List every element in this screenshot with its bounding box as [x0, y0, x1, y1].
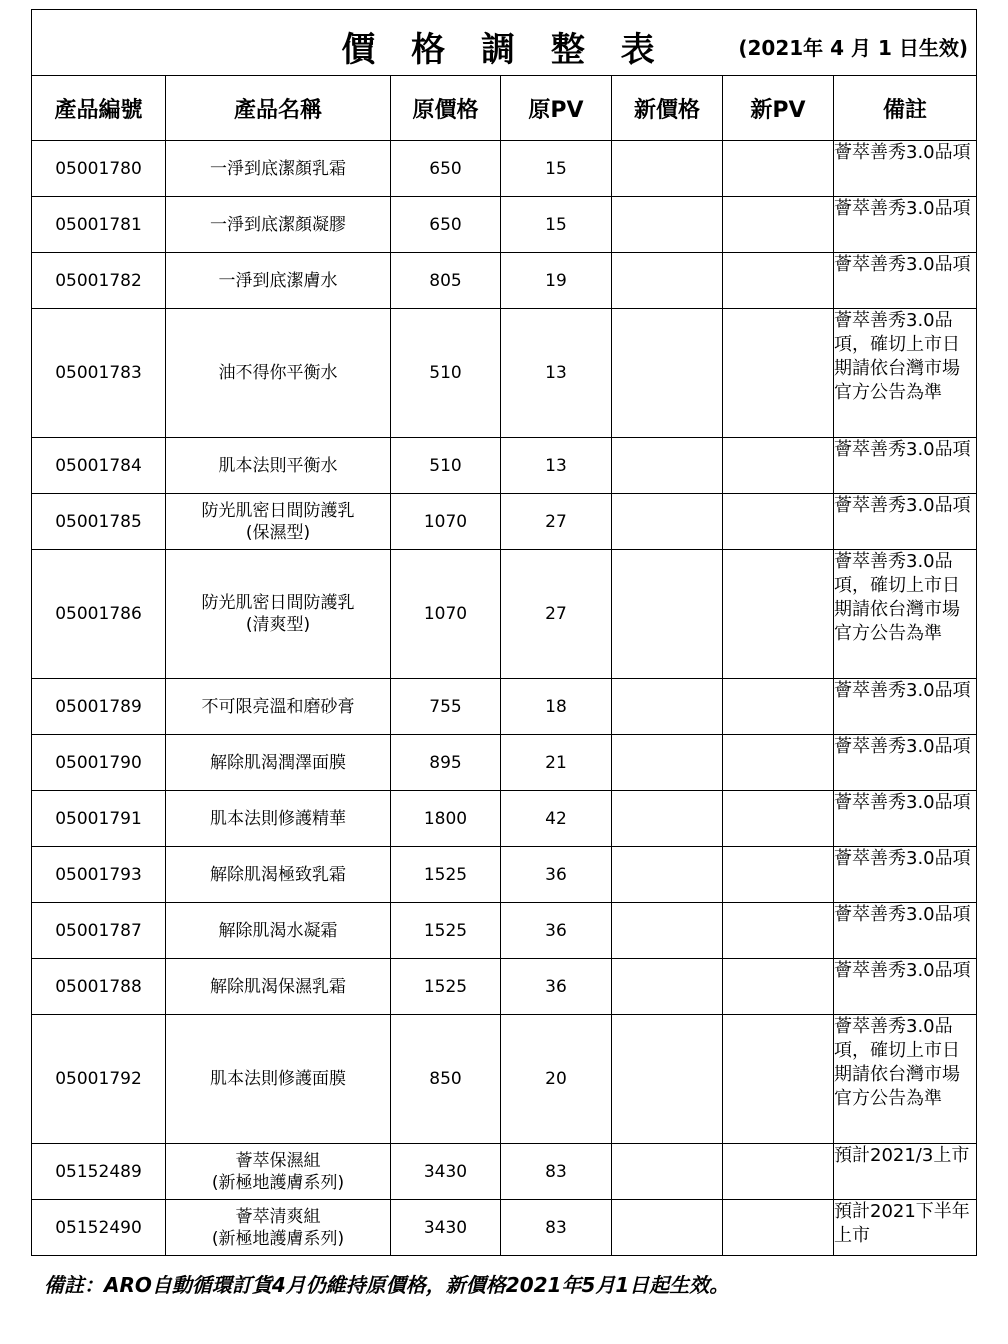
- table-row: [32, 847, 977, 903]
- header-original-price: 原價格: [391, 76, 501, 141]
- cell-product-name: 解除肌渴極致乳霜: [166, 847, 391, 903]
- cell-original-pv: 18: [501, 679, 612, 735]
- cell-product-name: 解除肌渴潤澤面膜: [166, 735, 391, 791]
- cell-original-pv: 27: [501, 550, 612, 679]
- cell-product-name: 一淨到底潔顏乳霜: [166, 141, 391, 197]
- cell-original-price: 650: [391, 141, 501, 197]
- cell-product-name: 一淨到底潔顏凝膠: [166, 197, 391, 253]
- cell-new-pv: [723, 679, 834, 735]
- cell-note: 薈萃善秀3.0品項: [834, 959, 977, 1015]
- cell-original-price: 510: [391, 309, 501, 438]
- cell-note: 薈萃善秀3.0品項: [834, 847, 977, 903]
- cell-original-pv: 42: [501, 791, 612, 847]
- cell-product-name: 防光肌密日間防護乳 (清爽型): [166, 550, 391, 679]
- cell-original-price: 1525: [391, 903, 501, 959]
- header-new-pv: 新PV: [723, 76, 834, 141]
- cell-original-pv: 21: [501, 735, 612, 791]
- cell-original-price: 805: [391, 253, 501, 309]
- header-product-code: 產品編號: [32, 76, 166, 141]
- cell-new-pv: [723, 847, 834, 903]
- cell-product-code: 05001789: [32, 679, 166, 735]
- cell-new-pv: [723, 735, 834, 791]
- cell-product-code: 05001781: [32, 197, 166, 253]
- cell-new-pv: [723, 253, 834, 309]
- table-row: [32, 309, 977, 438]
- cell-note: 薈萃善秀3.0品項: [834, 438, 977, 494]
- cell-product-code: 05001790: [32, 735, 166, 791]
- cell-note: 薈萃善秀3.0品項: [834, 253, 977, 309]
- table-row: [32, 253, 977, 309]
- table-row: [32, 735, 977, 791]
- cell-original-pv: 36: [501, 903, 612, 959]
- cell-product-name: 肌本法則修護精華: [166, 791, 391, 847]
- cell-original-pv: 19: [501, 253, 612, 309]
- cell-product-name: 解除肌渴水凝霜: [166, 903, 391, 959]
- cell-new-pv: [723, 1144, 834, 1200]
- cell-product-code: 05001786: [32, 550, 166, 679]
- cell-new-price: [612, 791, 723, 847]
- price-table: [31, 9, 977, 1256]
- table-body: [32, 141, 977, 1256]
- price-adjustment-sheet: [31, 9, 976, 1256]
- table-row: [32, 903, 977, 959]
- table-row: [32, 1015, 977, 1144]
- cell-product-name: 防光肌密日間防護乳 (保濕型): [166, 494, 391, 550]
- cell-original-price: 1070: [391, 550, 501, 679]
- cell-original-pv: 83: [501, 1144, 612, 1200]
- cell-original-pv: 15: [501, 141, 612, 197]
- cell-original-price: 1800: [391, 791, 501, 847]
- table-row: [32, 438, 977, 494]
- cell-note: 薈萃善秀3.0品項，確切上市日期請依台灣市場官方公告為準: [834, 1015, 977, 1144]
- cell-new-pv: [723, 494, 834, 550]
- cell-note: 薈萃善秀3.0品項: [834, 494, 977, 550]
- cell-product-code: 05152490: [32, 1200, 166, 1256]
- cell-new-pv: [723, 141, 834, 197]
- cell-product-code: 05001784: [32, 438, 166, 494]
- table-row: [32, 1200, 977, 1256]
- cell-new-pv: [723, 197, 834, 253]
- cell-original-pv: 15: [501, 197, 612, 253]
- cell-note: 薈萃善秀3.0品項: [834, 141, 977, 197]
- header-row: [32, 76, 977, 141]
- cell-original-price: 850: [391, 1015, 501, 1144]
- cell-note: 預計2021/3上市: [834, 1144, 977, 1200]
- cell-note: 薈萃善秀3.0品項: [834, 791, 977, 847]
- cell-new-price: [612, 847, 723, 903]
- header-new-price: 新價格: [612, 76, 723, 141]
- cell-product-code: 05001792: [32, 1015, 166, 1144]
- effective-date: (2021年 4 月 1 日生效): [738, 36, 969, 60]
- cell-original-pv: 83: [501, 1200, 612, 1256]
- cell-new-price: [612, 253, 723, 309]
- cell-note: 薈萃善秀3.0品項: [834, 735, 977, 791]
- title-row: [32, 10, 977, 76]
- cell-new-pv: [723, 550, 834, 679]
- cell-new-price: [612, 550, 723, 679]
- cell-new-price: [612, 197, 723, 253]
- cell-new-price: [612, 1200, 723, 1256]
- cell-new-pv: [723, 438, 834, 494]
- cell-product-code: 05001780: [32, 141, 166, 197]
- cell-note: 預計2021下半年上市: [834, 1200, 977, 1256]
- cell-new-price: [612, 141, 723, 197]
- cell-original-pv: 36: [501, 959, 612, 1015]
- cell-new-price: [612, 1015, 723, 1144]
- cell-original-price: 510: [391, 438, 501, 494]
- cell-new-pv: [723, 959, 834, 1015]
- table-row: [32, 679, 977, 735]
- cell-product-code: 05001783: [32, 309, 166, 438]
- cell-original-pv: 20: [501, 1015, 612, 1144]
- footnote: 備註：ARO自動循環訂貨4月仍維持原價格，新價格2021年5月1日起生效。: [44, 1273, 730, 1297]
- header-product-name: 產品名稱: [166, 76, 391, 141]
- cell-note: 薈萃善秀3.0品項: [834, 679, 977, 735]
- cell-new-pv: [723, 791, 834, 847]
- cell-product-code: 05001791: [32, 791, 166, 847]
- cell-new-price: [612, 959, 723, 1015]
- cell-new-price: [612, 735, 723, 791]
- cell-product-code: 05001785: [32, 494, 166, 550]
- cell-new-pv: [723, 1015, 834, 1144]
- cell-original-price: 1070: [391, 494, 501, 550]
- cell-product-name: 肌本法則平衡水: [166, 438, 391, 494]
- cell-new-pv: [723, 903, 834, 959]
- cell-new-price: [612, 309, 723, 438]
- cell-new-pv: [723, 309, 834, 438]
- cell-product-name: 不可限亮溫和磨砂膏: [166, 679, 391, 735]
- cell-new-pv: [723, 1200, 834, 1256]
- cell-original-price: 1525: [391, 959, 501, 1015]
- table-row: [32, 141, 977, 197]
- cell-original-price: 650: [391, 197, 501, 253]
- cell-original-pv: 27: [501, 494, 612, 550]
- cell-original-price: 3430: [391, 1144, 501, 1200]
- cell-product-name: 肌本法則修護面膜: [166, 1015, 391, 1144]
- cell-product-code: 05001788: [32, 959, 166, 1015]
- header-note: 備註: [834, 76, 977, 141]
- cell-product-name: 薈萃清爽組 (新極地護膚系列): [166, 1200, 391, 1256]
- cell-new-price: [612, 1144, 723, 1200]
- cell-product-name: 油不得你平衡水: [166, 309, 391, 438]
- cell-product-code: 05001793: [32, 847, 166, 903]
- table-row: [32, 791, 977, 847]
- cell-new-price: [612, 903, 723, 959]
- page-title: 價 格 調 整 表: [341, 30, 667, 70]
- table-row: [32, 494, 977, 550]
- table-row: [32, 197, 977, 253]
- table-row: [32, 959, 977, 1015]
- cell-new-price: [612, 679, 723, 735]
- cell-product-name: 一淨到底潔膚水: [166, 253, 391, 309]
- cell-note: 薈萃善秀3.0品項，確切上市日期請依台灣市場官方公告為準: [834, 550, 977, 679]
- cell-product-name: 薈萃保濕組 (新極地護膚系列): [166, 1144, 391, 1200]
- cell-note: 薈萃善秀3.0品項: [834, 197, 977, 253]
- header-original-pv: 原PV: [501, 76, 612, 141]
- table-row: [32, 1144, 977, 1200]
- cell-original-pv: 13: [501, 438, 612, 494]
- cell-original-pv: 36: [501, 847, 612, 903]
- cell-product-name: 解除肌渴保濕乳霜: [166, 959, 391, 1015]
- cell-new-price: [612, 494, 723, 550]
- cell-product-code: 05001787: [32, 903, 166, 959]
- cell-original-price: 1525: [391, 847, 501, 903]
- cell-product-code: 05152489: [32, 1144, 166, 1200]
- cell-original-price: 3430: [391, 1200, 501, 1256]
- cell-original-pv: 13: [501, 309, 612, 438]
- cell-note: 薈萃善秀3.0品項，確切上市日期請依台灣市場官方公告為準: [834, 309, 977, 438]
- cell-original-price: 895: [391, 735, 501, 791]
- table-row: [32, 550, 977, 679]
- cell-original-price: 755: [391, 679, 501, 735]
- cell-new-price: [612, 438, 723, 494]
- cell-note: 薈萃善秀3.0品項: [834, 903, 977, 959]
- cell-product-code: 05001782: [32, 253, 166, 309]
